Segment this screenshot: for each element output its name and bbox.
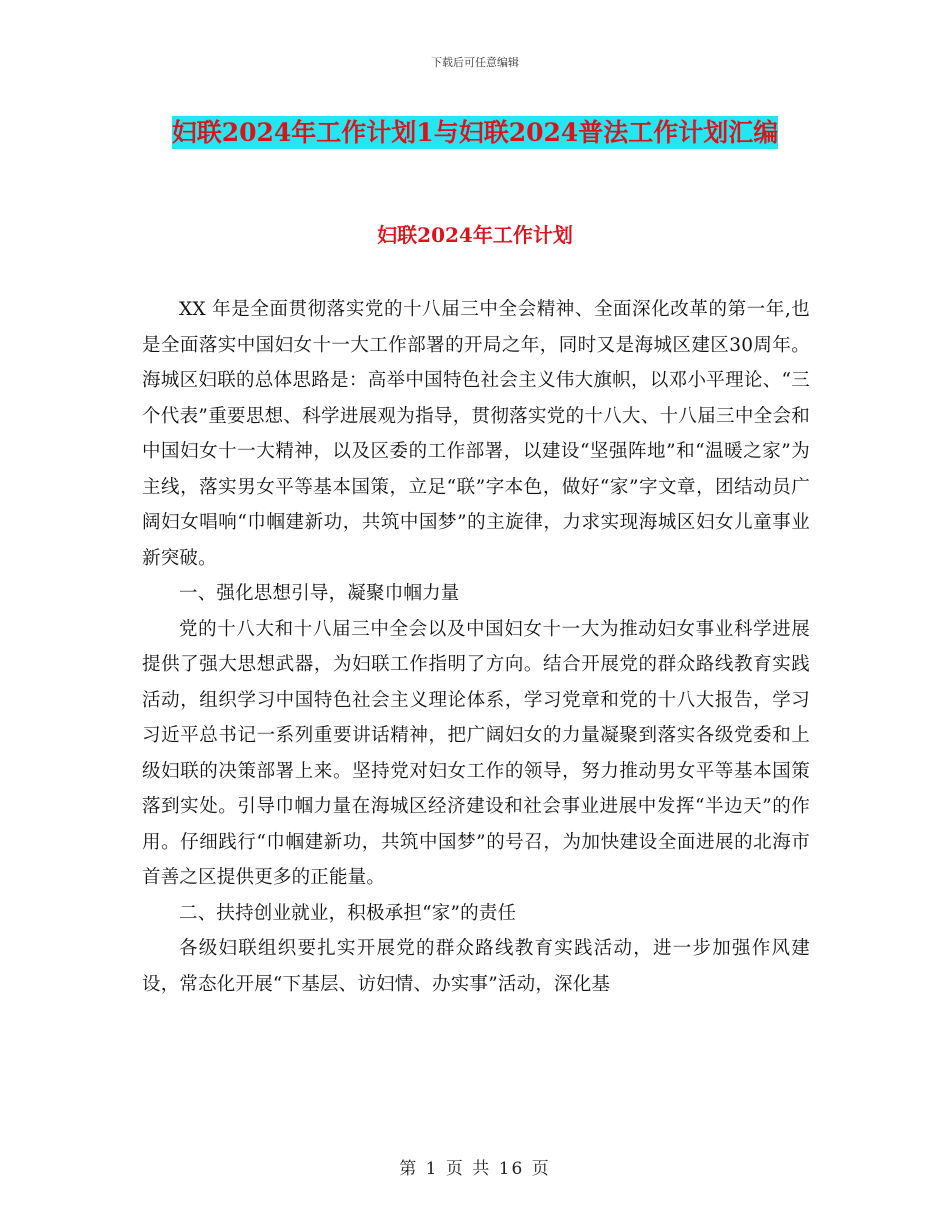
heading-section-2: 二、扶持创业就业，积极承担“家”的责任 [179,902,517,924]
heading-section-1: 一、强化思想引导，凝聚巾帼力量 [179,583,460,604]
header-note: 下载后可任意编辑 [431,56,519,69]
page-number: 第 1 页 共 16 页 [399,1159,551,1179]
paragraph-intro: XX 年是全面贯彻落实党的十八届三中全会精神、全面深化改革的第一年,也是全面落实中国妇女十一大工作部署的开局之年，同时又是海城区建区30周年。海城区妇联的总体思路是：高举中国特色社会主义伟大旗帜，以邓小平理论、“三个代表”重要思想、科学进展观为指导，贯彻落实党的十八大、十八届三中全会和中国妇女十一大精神，以及区委的工作部署，以建设“坚强阵地”和“温暖之家”为主线，落实男女平等基本国策，立足“联”字本色，做好“家”字文章，团结动员广阔妇女唱响“巾帼建新功，共筑中国梦”的主旋律，力求实现海城区妇女儿童事业新突破。 [142,299,810,569]
document-body [142,292,810,1002]
document-title-text: 妇联2024年工作计划1与妇联2024普法工作计划汇编 [171,118,779,147]
paragraph-section-1: 党的十八大和十八届三中全会以及中国妇女十一大为推动妇女事业科学进展提供了强大思想武器，为妇联工作指明了方向。结合开展党的群众路线教育实践活动，组织学习中国特色社会主义理论体系，学习党章和党的十八大报告，学习习近平总书记一系列重要讲话精神，把广阔妇女的力量凝聚到落实各级党委和上级妇联的决策部署上来。坚持党对妇女工作的领导，努力推动男女平等基本国策落到实处。引导巾帼力量在海城区经济建设和社会事业进展中发挥“半边天”的作用。仔细践行“巾帼建新功，共筑中国梦”的号召，为加快建设全面进展的北海市首善之区提供更多的正能量。 [142,618,810,888]
document-title [140,110,810,156]
section-title: 妇联2024年工作计划 [377,223,573,247]
paragraph-section-2: 各级妇联组织要扎实开展党的群众路线教育实践活动，进一步加强作风建设，常态化开展“下基层、访妇情、办实事”活动，深化基 [142,938,810,995]
